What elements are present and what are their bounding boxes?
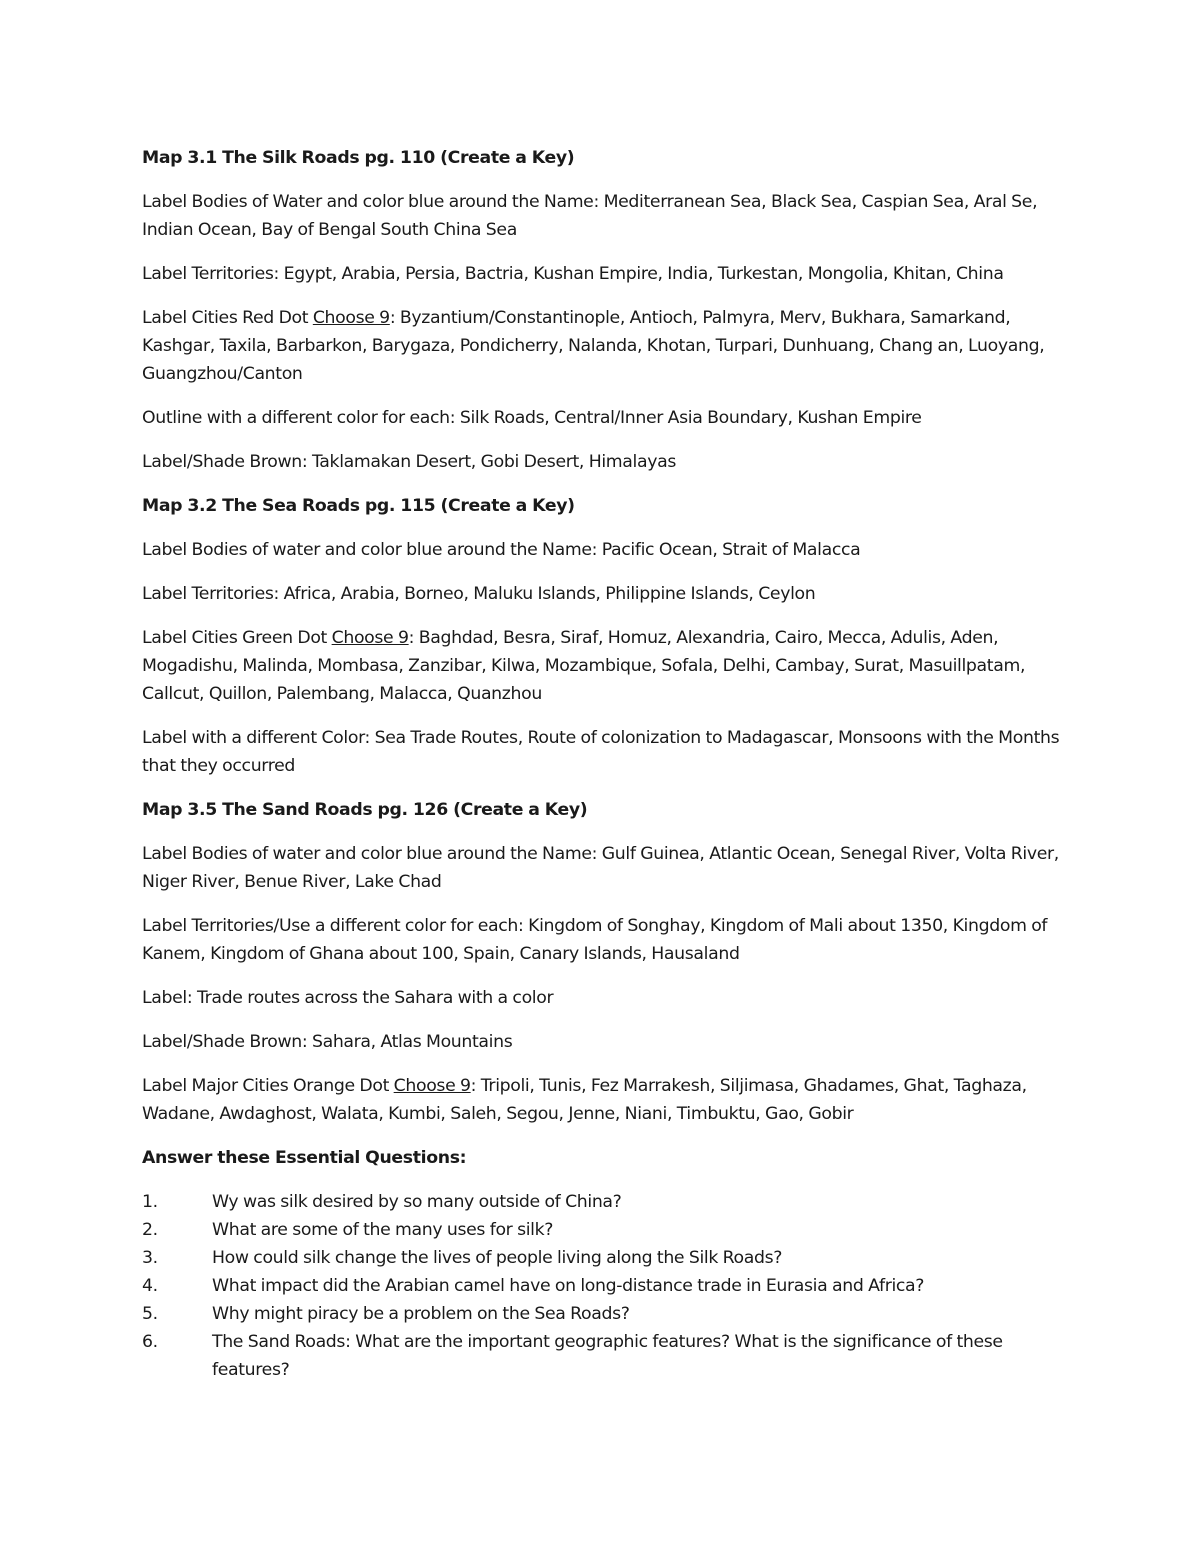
questions-list	[142, 1188, 1062, 1384]
question-item	[142, 1216, 1062, 1244]
sea-roads-cities-instructions	[142, 624, 1062, 708]
question-number: 6.	[142, 1332, 158, 1352]
sea-roads-color-instructions: Label with a different Color: Sea Trade Routes, Route of colonization to Madagascar, Monsoons with the Months that they occurred	[142, 728, 1060, 776]
document-page	[142, 144, 1062, 1384]
sand-roads-water-instructions: Label Bodies of water and color blue around the Name: Gulf Guinea, Atlantic Ocean, Senegal River, Volta River, Niger River, Benue River, Lake Chad	[142, 844, 1059, 892]
cities-prefix: Label Cities Red Dot	[142, 308, 313, 328]
question-text: What impact did the Arabian camel have on long-distance trade in Eurasia and Africa?	[212, 1276, 925, 1296]
questions-heading: Answer these Essential Questions:	[142, 1148, 467, 1168]
choose-count: Choose 9	[331, 628, 409, 648]
sea-roads-territories-instructions: Label Territories: Africa, Arabia, Borneo, Maluku Islands, Philippine Islands, Ceylon	[142, 584, 816, 604]
sand-roads-routes-instructions: Label: Trade routes across the Sahara with a color	[142, 988, 554, 1008]
silk-roads-shade-instructions: Label/Shade Brown: Taklamakan Desert, Gobi Desert, Himalayas	[142, 452, 676, 472]
question-number: 3.	[142, 1248, 158, 1268]
question-number: 4.	[142, 1276, 158, 1296]
question-item	[142, 1272, 1062, 1300]
choose-count: Choose 9	[393, 1076, 471, 1096]
cities-prefix: Label Major Cities Orange Dot	[142, 1076, 394, 1096]
section-heading-silk-roads: Map 3.1 The Silk Roads pg. 110 (Create a Key)	[142, 148, 575, 168]
cities-list: : Tripoli, Tunis, Fez Marrakesh, Siljimasa, Ghadames, Ghat, Taghaza, Wadane, Awdaghost, Walata, Kumbi, Saleh, Segou, Jenne, Niani, Timbuktu, Gao, Gobir	[142, 1076, 1027, 1124]
silk-roads-outline-instructions: Outline with a different color for each: Silk Roads, Central/Inner Asia Boundary, Kushan Empire	[142, 408, 922, 428]
question-text: The Sand Roads: What are the important geographic features? What is the significance of these features?	[212, 1332, 1003, 1380]
question-text: Wy was silk desired by so many outside of China?	[212, 1192, 622, 1212]
question-text: Why might piracy be a problem on the Sea Roads?	[212, 1304, 630, 1324]
section-heading-sea-roads: Map 3.2 The Sea Roads pg. 115 (Create a Key)	[142, 496, 575, 516]
question-item	[142, 1188, 1062, 1216]
section-heading-sand-roads: Map 3.5 The Sand Roads pg. 126 (Create a Key)	[142, 800, 588, 820]
silk-roads-territories-instructions: Label Territories: Egypt, Arabia, Persia, Bactria, Kushan Empire, India, Turkestan, Mongolia, Khitan, China	[142, 264, 1004, 284]
question-number: 1.	[142, 1192, 158, 1212]
sand-roads-cities-instructions	[142, 1072, 1062, 1128]
sand-roads-territories-instructions: Label Territories/Use a different color for each: Kingdom of Songhay, Kingdom of Mali about 1350, Kingdom of Kanem, Kingdom of Ghana about 100, Spain, Canary Islands, Hausaland	[142, 916, 1048, 964]
question-item	[142, 1300, 1062, 1328]
choose-count: Choose 9	[312, 308, 390, 328]
question-number: 2.	[142, 1220, 158, 1240]
question-text: How could silk change the lives of people living along the Silk Roads?	[212, 1248, 783, 1268]
question-number: 5.	[142, 1304, 158, 1324]
question-item	[142, 1328, 1062, 1384]
cities-prefix: Label Cities Green Dot	[142, 628, 332, 648]
silk-roads-cities-instructions	[142, 304, 1062, 388]
silk-roads-water-instructions: Label Bodies of Water and color blue around the Name: Mediterranean Sea, Black Sea, Caspian Sea, Aral Se, Indian Ocean, Bay of Bengal South China Sea	[142, 192, 1038, 240]
question-item	[142, 1244, 1062, 1272]
question-text: What are some of the many uses for silk?	[212, 1220, 554, 1240]
sea-roads-water-instructions: Label Bodies of water and color blue around the Name: Pacific Ocean, Strait of Malacca	[142, 540, 861, 560]
sand-roads-shade-instructions: Label/Shade Brown: Sahara, Atlas Mountains	[142, 1032, 513, 1052]
cities-list: : Byzantium/Constantinople, Antioch, Palmyra, Merv, Bukhara, Samarkand, Kashgar, Taxila, Barbarkon, Barygaza, Pondicherry, Nalanda, Khotan, Turpari, Dunhuang, Chang an, Luoyang, Guangzhou/Canton	[142, 308, 1045, 384]
cities-list: : Baghdad, Besra, Siraf, Homuz, Alexandria, Cairo, Mecca, Adulis, Aden, Mogadishu, Malinda, Mombasa, Zanzibar, Kilwa, Mozambique, Sofala, Delhi, Cambay, Surat, Masuillpatam, Callcut, Quillon, Palembang, Malacca, Quanzhou	[142, 628, 1026, 704]
